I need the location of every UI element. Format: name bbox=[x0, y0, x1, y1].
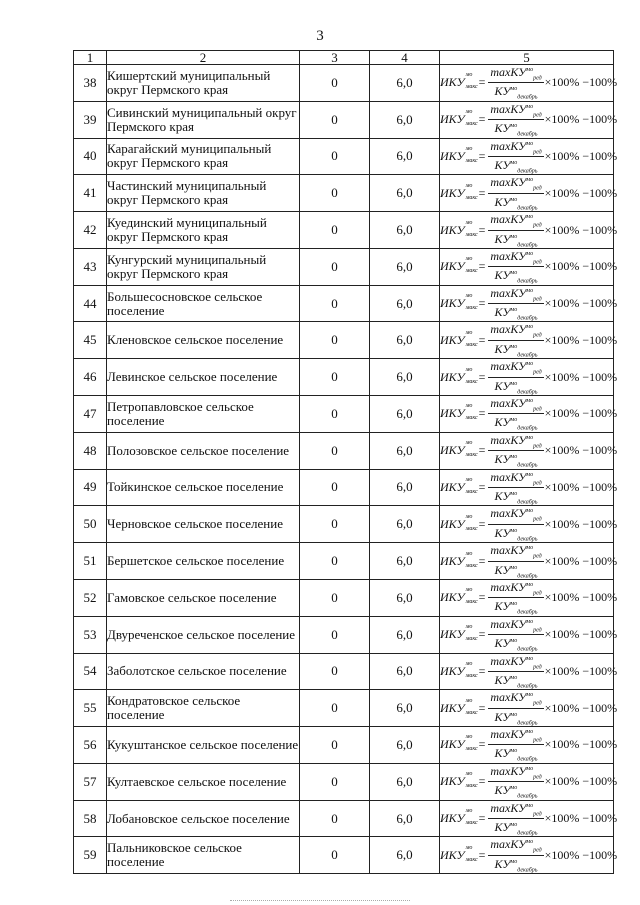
formula-lhs: ИКУ мо макс bbox=[440, 109, 478, 128]
formula-cell bbox=[440, 432, 618, 469]
value-col-4: 6,0 bbox=[370, 763, 440, 800]
formula-fraction: $\frac{\max КУ^{мо}_{ред}}{КУ^{мо}_{декабрь}}$ bbox=[490, 432, 542, 469]
municipality-name: Кунгурский муниципальный округ Пермского края bbox=[107, 248, 300, 285]
table-row bbox=[74, 396, 614, 433]
row-number: 52 bbox=[74, 579, 107, 616]
row-number: 48 bbox=[74, 432, 107, 469]
formula-fraction: $\frac{\max КУ^{мо}_{ред}}{КУ^{мо}_{декабрь}}$ bbox=[490, 322, 542, 359]
formula: ИКУ мо макс = $\frac{\max КУ^{мо}_{ред}}{КУ^{мо}_{декабрь}}$ ×100% −100% bbox=[440, 212, 618, 248]
formula-fraction: $\frac{\max КУ^{мо}_{ред}}{КУ^{мо}_{декабрь}}$ bbox=[490, 763, 542, 800]
value-col-4: 6,0 bbox=[370, 175, 440, 212]
formula-lhs: ИКУ мо макс bbox=[440, 403, 478, 422]
table-row bbox=[74, 65, 614, 102]
table-row bbox=[74, 837, 614, 874]
table-row bbox=[74, 175, 614, 212]
formula-cell bbox=[440, 506, 618, 543]
header-col-1: 1 bbox=[74, 51, 107, 65]
municipality-name: Левинское сельское поселение bbox=[107, 359, 300, 396]
formula-fraction: $\frac{\max КУ^{мо}_{ред}}{КУ^{мо}_{декабрь}}$ bbox=[490, 837, 542, 874]
value-col-3: 0 bbox=[300, 653, 370, 690]
value-col-4: 6,0 bbox=[370, 616, 440, 653]
formula-cell bbox=[440, 800, 618, 837]
value-col-4: 6,0 bbox=[370, 727, 440, 764]
scan-edge-line bbox=[230, 900, 410, 901]
value-col-4: 6,0 bbox=[370, 800, 440, 837]
formula: ИКУ мо макс = $\frac{\max КУ^{мо}_{ред}}{КУ^{мо}_{декабрь}}$ ×100% −100% bbox=[440, 138, 618, 175]
row-number: 54 bbox=[74, 653, 107, 690]
formula-cell bbox=[440, 837, 618, 874]
formula-lhs: ИКУ мо макс bbox=[440, 808, 478, 827]
formula: ИКУ мо макс = $\frac{\max КУ^{мо}_{ред}}{КУ^{мо}_{декабрь}}$ ×100% −100% bbox=[440, 469, 618, 506]
formula-cell bbox=[440, 579, 618, 616]
municipality-name: Черновское сельское поселение bbox=[107, 506, 300, 543]
table-row bbox=[74, 763, 614, 800]
value-col-3: 0 bbox=[300, 469, 370, 506]
formula-cell bbox=[440, 65, 618, 102]
row-number: 45 bbox=[74, 322, 107, 359]
table-row bbox=[74, 653, 614, 690]
formula: ИКУ мо макс = $\frac{\max КУ^{мо}_{ред}}{КУ^{мо}_{декабрь}}$ ×100% −100% bbox=[440, 432, 618, 469]
value-col-3: 0 bbox=[300, 175, 370, 212]
value-col-4: 6,0 bbox=[370, 396, 440, 433]
formula: ИКУ мо макс = $\frac{\max КУ^{мо}_{ред}}{КУ^{мо}_{декабрь}}$ ×100% −100% bbox=[440, 616, 618, 653]
formula: ИКУ мо макс = $\frac{\max КУ^{мо}_{ред}}{КУ^{мо}_{декабрь}}$ ×100% −100% bbox=[440, 763, 618, 800]
formula-fraction: $\frac{\max КУ^{мо}_{ред}}{КУ^{мо}_{декабрь}}$ bbox=[490, 690, 542, 727]
formula-fraction: $\frac{\max КУ^{мо}_{ред}}{КУ^{мо}_{декабрь}}$ bbox=[490, 396, 542, 432]
value-col-3: 0 bbox=[300, 763, 370, 800]
table-header-row bbox=[74, 51, 614, 65]
formula-lhs: ИКУ мо макс bbox=[440, 660, 478, 679]
value-col-4: 6,0 bbox=[370, 248, 440, 285]
municipality-name: Кленовское сельское поселение bbox=[107, 322, 300, 359]
formula: ИКУ мо макс = $\frac{\max КУ^{мо}_{ред}}{КУ^{мо}_{декабрь}}$ ×100% −100% bbox=[440, 359, 618, 396]
formula-cell bbox=[440, 616, 618, 653]
table-row bbox=[74, 616, 614, 653]
row-number: 40 bbox=[74, 138, 107, 175]
row-number: 58 bbox=[74, 800, 107, 837]
value-col-4: 6,0 bbox=[370, 837, 440, 874]
formula-cell bbox=[440, 359, 618, 396]
table-row bbox=[74, 800, 614, 837]
formula-fraction: $\frac{\max КУ^{мо}_{ред}}{КУ^{мо}_{декабрь}}$ bbox=[490, 616, 542, 653]
formula-cell bbox=[440, 248, 618, 285]
formula-lhs: ИКУ мо макс bbox=[440, 513, 478, 532]
formula: ИКУ мо макс = $\frac{\max КУ^{мо}_{ред}}{КУ^{мо}_{декабрь}}$ ×100% −100% bbox=[440, 653, 618, 690]
value-col-4: 6,0 bbox=[370, 101, 440, 138]
value-col-4: 6,0 bbox=[370, 653, 440, 690]
table-row bbox=[74, 322, 614, 359]
formula-lhs: ИКУ мо макс bbox=[440, 440, 478, 459]
value-col-3: 0 bbox=[300, 506, 370, 543]
formula-cell bbox=[440, 101, 618, 138]
municipality-name: Двуреченское сельское поселение bbox=[107, 616, 300, 653]
formula: ИКУ мо макс = $\frac{\max КУ^{мо}_{ред}}{КУ^{мо}_{декабрь}}$ ×100% −100% bbox=[440, 800, 618, 837]
municipality-name: Сивинский муниципальный округ Пермского края bbox=[107, 101, 300, 138]
formula: ИКУ мо макс = $\frac{\max КУ^{мо}_{ред}}{КУ^{мо}_{декабрь}}$ ×100% −100% bbox=[440, 690, 618, 727]
value-col-3: 0 bbox=[300, 101, 370, 138]
table-row bbox=[74, 138, 614, 175]
row-number: 49 bbox=[74, 469, 107, 506]
value-col-4: 6,0 bbox=[370, 322, 440, 359]
value-col-4: 6,0 bbox=[370, 212, 440, 249]
formula-fraction: $\frac{\max КУ^{мо}_{ред}}{КУ^{мо}_{декабрь}}$ bbox=[490, 65, 542, 101]
value-col-4: 6,0 bbox=[370, 138, 440, 175]
value-col-3: 0 bbox=[300, 616, 370, 653]
formula-cell bbox=[440, 322, 618, 359]
table-row bbox=[74, 727, 614, 764]
formula-fraction: $\frac{\max КУ^{мо}_{ред}}{КУ^{мо}_{декабрь}}$ bbox=[490, 138, 542, 175]
row-number: 59 bbox=[74, 837, 107, 874]
municipality-name: Полозовское сельское поселение bbox=[107, 432, 300, 469]
value-col-4: 6,0 bbox=[370, 543, 440, 580]
header-col-3: 3 bbox=[300, 51, 370, 65]
value-col-3: 0 bbox=[300, 579, 370, 616]
formula-lhs: ИКУ мо макс bbox=[440, 697, 478, 716]
indicator-table bbox=[73, 49, 618, 874]
row-number: 44 bbox=[74, 285, 107, 322]
header-col-5: 5 bbox=[440, 51, 614, 65]
table-row bbox=[74, 285, 614, 322]
page-number: 3 bbox=[316, 28, 324, 44]
row-number: 47 bbox=[74, 396, 107, 433]
formula-lhs: ИКУ мо макс bbox=[440, 476, 478, 495]
formula-cell bbox=[440, 469, 618, 506]
formula: ИКУ мо макс = $\frac{\max КУ^{мо}_{ред}}{КУ^{мо}_{декабрь}}$ ×100% −100% bbox=[440, 101, 618, 138]
table-row bbox=[74, 212, 614, 249]
row-number: 50 bbox=[74, 506, 107, 543]
row-number: 57 bbox=[74, 763, 107, 800]
table-row bbox=[74, 690, 614, 727]
formula-fraction: $\frac{\max КУ^{мо}_{ред}}{КУ^{мо}_{декабрь}}$ bbox=[490, 212, 542, 248]
formula: ИКУ мо макс = $\frac{\max КУ^{мо}_{ред}}{КУ^{мо}_{декабрь}}$ ×100% −100% bbox=[440, 543, 618, 579]
table-row bbox=[74, 248, 614, 285]
municipality-name: Лобановское сельское поселение bbox=[107, 800, 300, 837]
row-number: 39 bbox=[74, 101, 107, 138]
municipality-name: Частинский муниципальный округ Пермского края bbox=[107, 175, 300, 212]
value-col-3: 0 bbox=[300, 138, 370, 175]
formula: ИКУ мо макс = $\frac{\max КУ^{мо}_{ред}}{КУ^{мо}_{декабрь}}$ ×100% −100% bbox=[440, 579, 618, 616]
value-col-3: 0 bbox=[300, 285, 370, 322]
table-row bbox=[74, 359, 614, 396]
municipality-name: Гамовское сельское поселение bbox=[107, 579, 300, 616]
formula-fraction: $\frac{\max КУ^{мо}_{ред}}{КУ^{мо}_{декабрь}}$ bbox=[490, 653, 542, 690]
formula-fraction: $\frac{\max КУ^{мо}_{ред}}{КУ^{мо}_{декабрь}}$ bbox=[490, 359, 542, 396]
formula-lhs: ИКУ мо макс bbox=[440, 624, 478, 643]
municipality-name: Бершетское сельское поселение bbox=[107, 543, 300, 580]
table-row bbox=[74, 432, 614, 469]
formula-fraction: $\frac{\max КУ^{мо}_{ред}}{КУ^{мо}_{декабрь}}$ bbox=[490, 101, 542, 138]
table-body bbox=[74, 65, 618, 874]
value-col-3: 0 bbox=[300, 690, 370, 727]
formula-lhs: ИКУ мо макс bbox=[440, 145, 478, 164]
formula-fraction: $\frac{\max КУ^{мо}_{ред}}{КУ^{мо}_{декабрь}}$ bbox=[490, 800, 542, 837]
municipality-name: Кукуштанское сельское поселение bbox=[107, 727, 300, 764]
formula-cell bbox=[440, 396, 618, 433]
row-number: 43 bbox=[74, 248, 107, 285]
formula: ИКУ мо макс = $\frac{\max КУ^{мо}_{ред}}{КУ^{мо}_{декабрь}}$ ×100% −100% bbox=[440, 322, 618, 359]
formula-lhs: ИКУ мо макс bbox=[440, 72, 478, 91]
row-number: 56 bbox=[74, 727, 107, 764]
formula: ИКУ мо макс = $\frac{\max КУ^{мо}_{ред}}{КУ^{мо}_{декабрь}}$ ×100% −100% bbox=[440, 396, 618, 432]
table-row bbox=[74, 506, 614, 543]
formula: ИКУ мо макс = $\frac{\max КУ^{мо}_{ред}}{КУ^{мо}_{декабрь}}$ ×100% −100% bbox=[440, 175, 618, 212]
value-col-4: 6,0 bbox=[370, 359, 440, 396]
municipality-name: Тойкинское сельское поселение bbox=[107, 469, 300, 506]
value-col-3: 0 bbox=[300, 322, 370, 359]
formula: ИКУ мо макс = $\frac{\max КУ^{мо}_{ред}}{КУ^{мо}_{декабрь}}$ ×100% −100% bbox=[440, 285, 618, 322]
value-col-3: 0 bbox=[300, 359, 370, 396]
value-col-4: 6,0 bbox=[370, 285, 440, 322]
formula-lhs: ИКУ мо макс bbox=[440, 771, 478, 790]
formula: ИКУ мо макс = $\frac{\max КУ^{мо}_{ред}}{КУ^{мо}_{декабрь}}$ ×100% −100% bbox=[440, 837, 618, 874]
header-col-2: 2 bbox=[107, 51, 300, 65]
value-col-3: 0 bbox=[300, 212, 370, 249]
formula-lhs: ИКУ мо макс bbox=[440, 587, 478, 606]
formula: ИКУ мо макс = $\frac{\max КУ^{мо}_{ред}}{КУ^{мо}_{декабрь}}$ ×100% −100% bbox=[440, 506, 618, 543]
municipality-name: Заболотское сельское поселение bbox=[107, 653, 300, 690]
table-row bbox=[74, 543, 614, 580]
table-row bbox=[74, 579, 614, 616]
formula-cell bbox=[440, 285, 618, 322]
value-col-4: 6,0 bbox=[370, 469, 440, 506]
formula-lhs: ИКУ мо макс bbox=[440, 844, 478, 863]
formula-cell bbox=[440, 653, 618, 690]
row-number: 53 bbox=[74, 616, 107, 653]
municipality-name: Большесосновское сельское поселение bbox=[107, 285, 300, 322]
municipality-name: Петропавловское сельское поселение bbox=[107, 396, 300, 433]
header-col-4: 4 bbox=[370, 51, 440, 65]
row-number: 55 bbox=[74, 690, 107, 727]
formula-fraction: $\frac{\max КУ^{мо}_{ред}}{КУ^{мо}_{декабрь}}$ bbox=[490, 175, 542, 212]
formula-fraction: $\frac{\max КУ^{мо}_{ред}}{КУ^{мо}_{декабрь}}$ bbox=[490, 543, 542, 579]
row-number: 51 bbox=[74, 543, 107, 580]
formula-lhs: ИКУ мо макс bbox=[440, 219, 478, 238]
value-col-4: 6,0 bbox=[370, 432, 440, 469]
formula-cell bbox=[440, 212, 618, 249]
value-col-4: 6,0 bbox=[370, 65, 440, 102]
row-number: 41 bbox=[74, 175, 107, 212]
formula: ИКУ мо макс = $\frac{\max КУ^{мо}_{ред}}{КУ^{мо}_{декабрь}}$ ×100% −100% bbox=[440, 65, 618, 101]
formula-cell bbox=[440, 138, 618, 175]
value-col-3: 0 bbox=[300, 727, 370, 764]
row-number: 38 bbox=[74, 65, 107, 102]
value-col-3: 0 bbox=[300, 837, 370, 874]
value-col-3: 0 bbox=[300, 65, 370, 102]
value-col-3: 0 bbox=[300, 396, 370, 433]
table-row bbox=[74, 469, 614, 506]
formula: ИКУ мо макс = $\frac{\max КУ^{мо}_{ред}}{КУ^{мо}_{декабрь}}$ ×100% −100% bbox=[440, 248, 618, 285]
value-col-3: 0 bbox=[300, 248, 370, 285]
municipality-name: Кишертский муниципальный округ Пермского края bbox=[107, 65, 300, 102]
formula-fraction: $\frac{\max КУ^{мо}_{ред}}{КУ^{мо}_{декабрь}}$ bbox=[490, 727, 542, 763]
value-col-3: 0 bbox=[300, 800, 370, 837]
formula-fraction: $\frac{\max КУ^{мо}_{ред}}{КУ^{мо}_{декабрь}}$ bbox=[490, 248, 542, 285]
formula-cell bbox=[440, 727, 618, 764]
formula-cell bbox=[440, 690, 618, 727]
formula: ИКУ мо макс = $\frac{\max КУ^{мо}_{ред}}{КУ^{мо}_{декабрь}}$ ×100% −100% bbox=[440, 727, 618, 763]
formula-cell bbox=[440, 543, 618, 580]
formula-lhs: ИКУ мо макс bbox=[440, 734, 478, 753]
value-col-3: 0 bbox=[300, 432, 370, 469]
formula-lhs: ИКУ мо макс bbox=[440, 256, 478, 275]
value-col-4: 6,0 bbox=[370, 690, 440, 727]
formula-lhs: ИКУ мо макс bbox=[440, 182, 478, 201]
row-number: 46 bbox=[74, 359, 107, 396]
formula-fraction: $\frac{\max КУ^{мо}_{ред}}{КУ^{мо}_{декабрь}}$ bbox=[490, 285, 542, 322]
municipality-name: Карагайский муниципальный округ Пермского края bbox=[107, 138, 300, 175]
formula-lhs: ИКУ мо макс bbox=[440, 366, 478, 385]
row-number: 42 bbox=[74, 212, 107, 249]
value-col-3: 0 bbox=[300, 543, 370, 580]
formula-lhs: ИКУ мо макс bbox=[440, 550, 478, 569]
formula-lhs: ИКУ мо макс bbox=[440, 293, 478, 312]
formula-cell bbox=[440, 175, 618, 212]
value-col-4: 6,0 bbox=[370, 506, 440, 543]
municipality-name: Куединский муниципальный округ Пермского края bbox=[107, 212, 300, 249]
formula-lhs: ИКУ мо макс bbox=[440, 329, 478, 348]
municipality-name: Пальниковское сельское поселение bbox=[107, 837, 300, 874]
table-row bbox=[74, 101, 614, 138]
formula-cell bbox=[440, 763, 618, 800]
formula-fraction: $\frac{\max КУ^{мо}_{ред}}{КУ^{мо}_{декабрь}}$ bbox=[490, 579, 542, 616]
formula-fraction: $\frac{\max КУ^{мо}_{ред}}{КУ^{мо}_{декабрь}}$ bbox=[490, 506, 542, 543]
municipality-name: Кондратовское сельское поселение bbox=[107, 690, 300, 727]
value-col-4: 6,0 bbox=[370, 579, 440, 616]
municipality-name: Култаевское сельское поселение bbox=[107, 763, 300, 800]
formula-fraction: $\frac{\max КУ^{мо}_{ред}}{КУ^{мо}_{декабрь}}$ bbox=[490, 469, 542, 506]
